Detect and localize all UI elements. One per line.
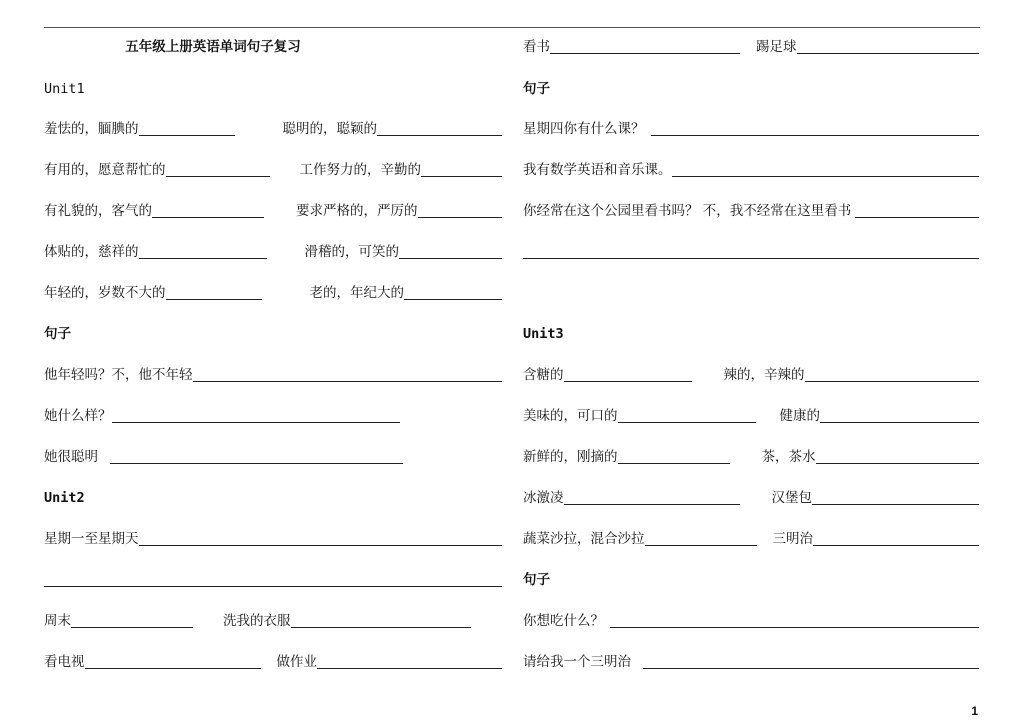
answer-blank[interactable]	[139, 531, 503, 546]
answer-blank[interactable]	[672, 162, 980, 177]
sentences-heading: 句子	[44, 326, 71, 342]
vocab-row: 新鲜的，刚摘的 茶，茶水	[523, 438, 979, 466]
answer-blank[interactable]	[404, 285, 502, 300]
blank-line-row	[44, 561, 502, 589]
unit1-heading: Unit1	[44, 81, 85, 97]
sentences-heading: 句子	[523, 81, 550, 97]
answer-blank[interactable]	[317, 654, 502, 669]
answer-blank[interactable]	[550, 39, 740, 54]
answer-blank[interactable]	[651, 121, 980, 136]
answer-blank[interactable]	[523, 244, 979, 259]
answer-blank[interactable]	[618, 449, 730, 464]
answer-blank[interactable]	[816, 449, 980, 464]
answer-blank[interactable]	[377, 121, 502, 136]
answer-blank[interactable]	[399, 244, 502, 259]
sentence-row: 请给我一个三明治	[523, 643, 979, 671]
vocab-row: 蔬菜沙拉，混合沙拉 三明治	[523, 520, 979, 548]
vocab-row: 有礼貌的，客气的 要求严格的，严厉的	[44, 192, 502, 220]
answer-blank[interactable]	[166, 285, 262, 300]
answer-blank[interactable]	[564, 490, 740, 505]
answer-blank[interactable]	[421, 162, 502, 177]
sentence-row: 她很聪明	[44, 438, 502, 466]
sentence-row: 星期一至星期天	[44, 520, 502, 548]
vocab-row: 美味的，可口的 健康的	[523, 397, 979, 425]
answer-blank[interactable]	[110, 449, 403, 464]
vocab-row: 羞怯的，腼腆的 聪明的，聪颖的	[44, 110, 502, 138]
answer-blank[interactable]	[564, 367, 692, 382]
vocab-row: 年轻的，岁数不大的 老的，年纪大的	[44, 274, 502, 302]
sentence-row: 他年轻吗？不，他不年轻	[44, 356, 502, 384]
sentence-row: 星期四你有什么课？	[523, 110, 979, 138]
vocab-row: 看电视 做作业	[44, 643, 502, 671]
answer-blank[interactable]	[610, 613, 979, 628]
answer-blank[interactable]	[71, 613, 193, 628]
vocab-row: 有用的，愿意帮忙的 工作努力的，辛勤的	[44, 151, 502, 179]
sentence-row: 你经常在这个公园里看书吗？ 不，我不经常在这里看书	[523, 192, 979, 220]
sentence-row: 我有数学英语和音乐课。	[523, 151, 979, 179]
answer-blank[interactable]	[797, 39, 980, 54]
unit3-heading: Unit3	[523, 326, 564, 342]
answer-blank[interactable]	[139, 244, 267, 259]
vocab-row: 周末 洗我的衣服	[44, 602, 502, 630]
vocab-row: 冰激凌 汉堡包	[523, 479, 979, 507]
answer-blank[interactable]	[643, 654, 979, 669]
sentences-heading: 句子	[523, 572, 550, 588]
sentence-row: 你想吃什么？	[523, 602, 979, 630]
answer-blank[interactable]	[112, 408, 400, 423]
vocab-row: 看书 踢足球	[523, 28, 979, 56]
answer-blank[interactable]	[291, 613, 471, 628]
answer-blank[interactable]	[166, 162, 270, 177]
answer-blank[interactable]	[855, 203, 979, 218]
answer-blank[interactable]	[418, 203, 503, 218]
answer-blank[interactable]	[85, 654, 261, 669]
answer-blank[interactable]	[152, 203, 264, 218]
vocab-row: 含糖的 辣的，辛辣的	[523, 356, 979, 384]
answer-blank[interactable]	[139, 121, 235, 136]
answer-blank[interactable]	[813, 531, 979, 546]
page-number: 1	[971, 704, 978, 718]
unit2-heading: Unit2	[44, 490, 85, 506]
answer-blank[interactable]	[820, 408, 979, 423]
answer-blank[interactable]	[44, 572, 502, 587]
vocab-row: 体贴的，慈祥的 滑稽的，可笑的	[44, 233, 502, 261]
sentence-row: 她什么样？	[44, 397, 502, 425]
answer-blank[interactable]	[645, 531, 757, 546]
answer-blank[interactable]	[812, 490, 979, 505]
answer-blank[interactable]	[805, 367, 980, 382]
answer-blank[interactable]	[193, 367, 503, 382]
blank-line-row	[523, 233, 979, 261]
answer-blank[interactable]	[618, 408, 756, 423]
worksheet-title: 五年级上册英语单词句子复习	[125, 39, 301, 55]
